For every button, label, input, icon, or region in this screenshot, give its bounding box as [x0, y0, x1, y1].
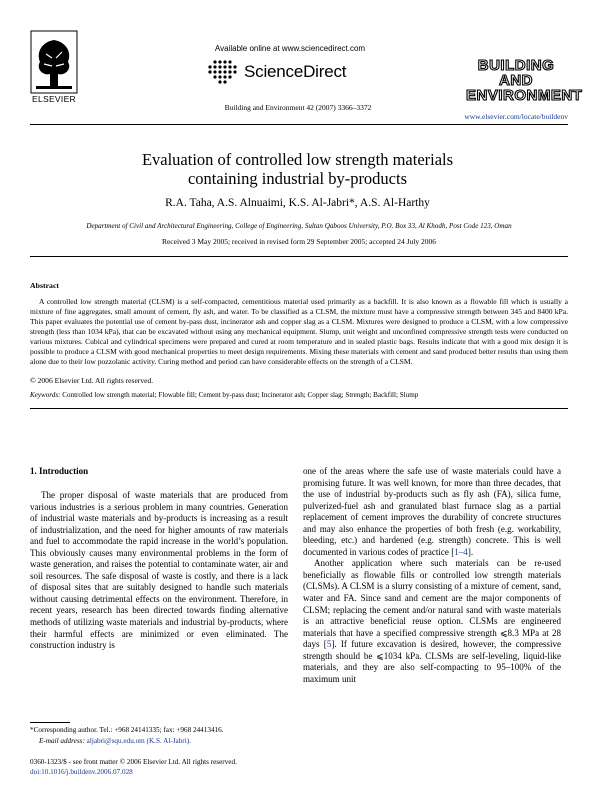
journal-url-link[interactable]: www.elsevier.com/locate/buildenv [464, 112, 568, 121]
footnote-divider [30, 722, 70, 723]
sciencedirect-dots-icon [206, 58, 240, 84]
abstract-heading: Abstract [30, 281, 60, 290]
elsevier-tree-icon [30, 30, 78, 94]
abstract-top-divider [30, 256, 568, 257]
paragraph-text: Another application where such materials can be re-used beneficially as flowable fills or controlled low strength materials (CLSMs). A CLSM is a slurry consisting of a mixture of cement, sand, water and FA. Since sand and cement are the major components of CLSM; replacing the cement and/or natural sand with waste materials is an attractive beneficial reuse option. CLSMs are engineered materials that have a specified compressive strength ⩽8.3 MPa at 28 days [ [303, 558, 561, 650]
intro-paragraph-1: The proper disposal of waste materials that are produced from various industries is a serious problem in many countries. Generation of industrial waste materials and by-products is increasing as a result of industrialization, and the need for higher amounts of raw materials and fuel to accommodate the rapid increase in the world’s population. This obviously causes many environmental problems in the form of waste generation, and raises the potential to contaminate water, air and soil resources. The safe disposal of waste is costly, and there is a lack of disposal sites that are suitably designed to handle such materials without causing detrimental effects on the environment. Therefore, in recent years, research has been directed towards finding alternative methods of utilizing waste materials and industrial by-products, where their harmful effects are minimized or even eliminated. The construction industry is [30, 490, 288, 651]
affiliation: Department of Civil and Architectural Engineering, College of Engineering, Sultan Qaboos University, P.O. Box 33, Al Khodh, Post Code 123, Oman [86, 222, 512, 230]
journal-reference: Building and Environment 42 (2007) 3366–3372 [224, 103, 372, 112]
abstract-bottom-divider [30, 408, 568, 409]
journal-logo [466, 57, 583, 104]
intro-paragraph-3 [303, 558, 561, 685]
email-label: E-mail address: [39, 737, 85, 745]
right-column [303, 466, 561, 685]
abstract-copyright: © 2006 Elsevier Ltd. All rights reserved. [30, 376, 154, 385]
citation-link[interactable]: 1–4 [454, 546, 468, 557]
author-list: R.A. Taha, A.S. Alnuaimi, K.S. Al-Jabri*, A.S. Al-Harthy [165, 197, 430, 209]
received-dates: Received 3 May 2005; received in revised form 29 September 2005; accepted 24 July 2006 [161, 237, 437, 246]
elsevier-logo [30, 30, 78, 104]
doi-link[interactable]: doi:10.1016/j.buildenv.2006.07.028 [30, 768, 133, 776]
journal-logo-line-1: BUILDING AND [477, 57, 555, 89]
abstract-text: A controlled low strength material (CLSM) is a self-compacted, cementitious material used primarily as a backfill. It is also known as a flowable fill which is usually a mixture of fine aggregates, small amount of cement, fly ash, and water. To be classified as a CLSM, the mixture must have a compressive strength between 345 and 8400 kPa. This paper evaluates the potential use of cement by-pass dust, incinerator ash and copper slag as a CLSM. Mixtures were designed to produce a CLSM, with a low compressive strength (less than 1034 kPa), that can be excavated without using any mechanical equipment. Slump, unit weight and unconfined compressive strength tests were conducted on various mixtures. Cubical and cylindrical specimens were prepared and cured at room temperature and in sealed plastic bags. Results indicate that with a good mix design it is possible to produce a CLSM with good mechanical properties to meet design requirements. Mixing these materials with cement and sand produced better results than using them alone due to their low pozzolanic activity. Curing method and period can have considerable effects on the strength of a CLSM. [30, 297, 568, 367]
paragraph-text: ]. If future excavation is desired, however, the compressive strength should be ⩽1034 kPa. CLSMs are self-leveling, liquid-like materials, and they are also self-compacting to 95–100% of the maximum unit [303, 639, 561, 684]
intro-paragraph-2 [303, 466, 561, 558]
email-link[interactable]: aljabri@squ.edu.om (K.S. Al-Jabri). [86, 737, 191, 745]
keywords-label: Keywords: [30, 391, 61, 399]
title-line-2: containing industrial by-products [187, 169, 408, 188]
corresponding-author-footnote: *Corresponding author. Tel.: +968 24141335; fax: +968 24413416. [30, 726, 224, 734]
title-line-1: Evaluation of controlled low strength materials [141, 150, 454, 169]
keywords-text: Controlled low strength material; Flowable fill; Cement by-pass dust; Incinerator ash; Copper slag; Strength; Backfill; Slump [62, 391, 419, 399]
journal-logo-line-2: ENVIRONMENT [466, 87, 583, 104]
issn-line: 0360-1323/$ - see front matter © 2006 Elsevier Ltd. All rights reserved. [30, 758, 237, 766]
paragraph-text: one of the areas where the safe use of waste materials could have a promising future. It was well known, for more than three decades, that the use of industrial by-products such as fly ash (FA), silica fume, pulverized-fuel ash and granulated blast furnace slag as a partial replacement of cement improves the durability of concrete structures and may also enhance the properties of both fresh (e.g. workability, bleeding, etc.) and hardened (e.g. strength) concrete. This is well documented in various codes of practice [ [303, 466, 561, 557]
citation-link[interactable]: 5 [326, 639, 332, 650]
section-heading-introduction: 1. Introduction [30, 466, 89, 476]
keywords [30, 391, 568, 399]
available-online-text: Available online at www.sciencedirect.com [214, 44, 366, 53]
sciencedirect-wordmark: ScienceDirect [244, 62, 347, 81]
article-title [60, 150, 535, 188]
email-footnote [39, 737, 191, 745]
left-column [30, 490, 288, 652]
elsevier-wordmark: ELSEVIER [32, 94, 76, 104]
paragraph-text: ]. [467, 546, 474, 557]
header-divider [30, 124, 568, 125]
